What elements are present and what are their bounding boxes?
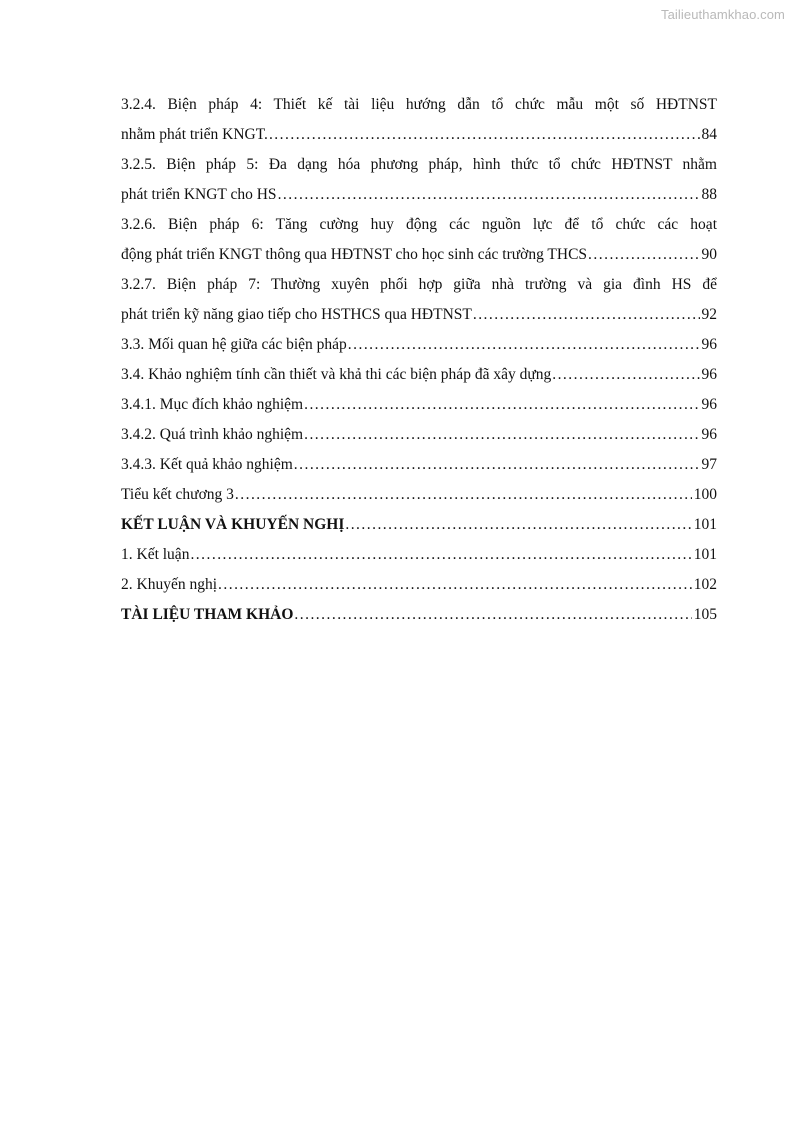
toc-entry-title: KẾT LUẬN VÀ KHUYẾN NGHỊ: [121, 516, 345, 533]
toc-entry-recommendation-2[interactable]: [121, 570, 717, 600]
toc-entry-3-2-7[interactable]: [121, 270, 717, 330]
dot-leader: [277, 180, 700, 210]
toc-entry-chapter-3-summary[interactable]: [121, 480, 717, 510]
dot-leader: [303, 390, 699, 420]
dot-leader: [551, 360, 699, 390]
toc-entry-title: TÀI LIỆU THAM KHẢO: [121, 606, 294, 623]
dot-leader: [303, 420, 699, 450]
dot-leader: [293, 450, 700, 480]
toc-page-number: 96: [701, 336, 717, 353]
toc-entry-title: nhằm phát triển KNGT.: [121, 126, 268, 143]
dot-leader: [347, 330, 700, 360]
toc-entry-title-line: 3.2.4. Biện pháp 4: Thiết kế tài liệu hướng dẫn tổ chức mẫu một số HĐTNST: [121, 96, 717, 113]
toc-entry-title-line: 3.2.7. Biện pháp 7: Thường xuyên phối hợp giữa nhà trường và gia đình HS để: [121, 276, 717, 293]
toc-entry-title: Tiểu kết chương 3: [121, 486, 234, 503]
toc-page-number: 101: [693, 516, 717, 533]
dot-leader: [344, 510, 691, 540]
toc-entry-title: 3.4.1. Mục đích khảo nghiệm: [121, 396, 304, 413]
table-of-contents: [121, 90, 717, 630]
toc-page-number: 92: [701, 306, 717, 323]
dot-leader: [268, 120, 700, 150]
dot-leader: [234, 480, 692, 510]
toc-entry-3-4[interactable]: [121, 360, 717, 390]
toc-page-number: 96: [701, 366, 717, 383]
toc-entry-3-4-1[interactable]: [121, 390, 717, 420]
toc-page-number: 97: [701, 456, 717, 473]
toc-entry-title: 3.4. Khảo nghiệm tính cần thiết và khả thi các biện pháp đã xây dựng: [121, 366, 552, 383]
toc-page-number: 88: [701, 186, 717, 203]
toc-entry-conclusion-1[interactable]: [121, 540, 717, 570]
toc-page-number: 101: [693, 546, 717, 563]
toc-entry-3-4-3[interactable]: [121, 450, 717, 480]
toc-entry-title-line: 3.2.5. Biện pháp 5: Đa dạng hóa phương pháp, hình thức tổ chức HĐTNST nhằm: [121, 156, 717, 173]
toc-page-number: 96: [701, 426, 717, 443]
toc-entry-3-2-6[interactable]: [121, 210, 717, 270]
toc-entry-title: phát triển kỹ năng giao tiếp cho HSTHCS qua HĐTNST: [121, 306, 472, 323]
toc-page-number: 90: [701, 246, 717, 263]
dot-leader: [472, 300, 700, 330]
toc-page-number: 96: [701, 396, 717, 413]
toc-entry-title: 3.4.3. Kết quả khảo nghiệm: [121, 456, 293, 473]
toc-entry-3-4-2[interactable]: [121, 420, 717, 450]
toc-entry-conclusion[interactable]: [121, 510, 717, 540]
toc-entry-title: 3.4.2. Quá trình khảo nghiệm: [121, 426, 304, 443]
dot-leader: [293, 600, 691, 630]
toc-entry-title-line: 3.2.6. Biện pháp 6: Tăng cường huy động các nguồn lực để tổ chức các hoạt: [121, 216, 717, 233]
toc-page-number: 84: [701, 126, 717, 143]
toc-page-number: 105: [693, 606, 717, 623]
toc-entry-3-2-5[interactable]: [121, 150, 717, 210]
toc-entry-title: động phát triển KNGT thông qua HĐTNST cho học sinh các trường THCS: [121, 246, 588, 263]
toc-entry-references[interactable]: [121, 600, 717, 630]
toc-entry-title: phát triển KNGT cho HS: [121, 186, 277, 203]
toc-page-number: 100: [693, 486, 717, 503]
dot-leader: [217, 570, 692, 600]
toc-entry-3-3[interactable]: [121, 330, 717, 360]
toc-entry-title: 2. Khuyến nghị: [121, 576, 218, 593]
toc-entry-3-2-4[interactable]: [121, 90, 717, 150]
toc-page-number: 102: [693, 576, 717, 593]
dot-leader: [587, 240, 699, 270]
watermark-text: Tailieuthamkhao.com: [660, 7, 785, 22]
toc-entry-title: 1. Kết luận: [121, 546, 190, 563]
dot-leader: [189, 540, 691, 570]
toc-entry-title: 3.3. Mối quan hệ giữa các biện pháp: [121, 336, 347, 353]
